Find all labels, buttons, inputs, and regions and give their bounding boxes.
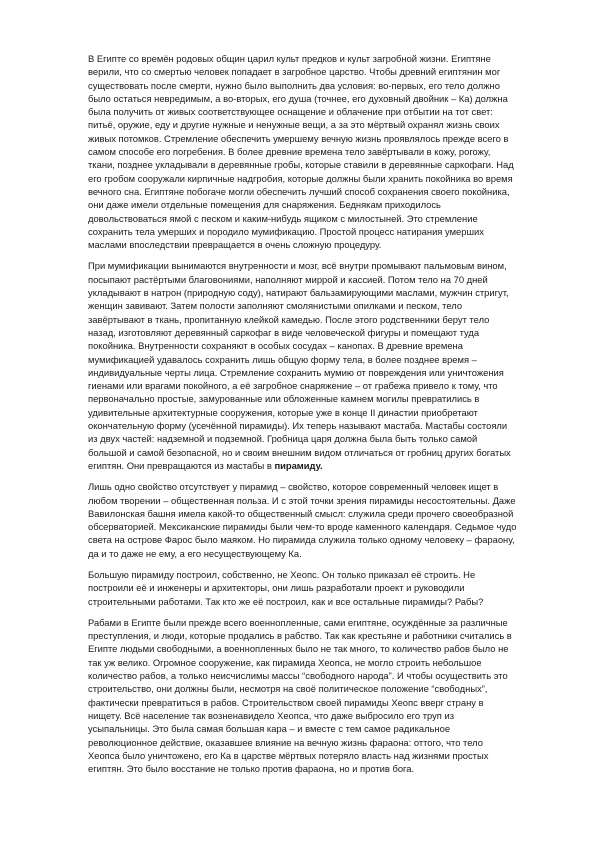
paragraph-text: Большую пирамиду построил, собственно, не Хеопс. Он только приказал её строить. Не построили её и инженеры и архитекторы, они лишь разработали проект и руководили строительными работами. Так кто же её построил, как и все остальные пирамиды? Рабы? xyxy=(88,568,484,607)
bold-term-pyramid: пирамиду. xyxy=(274,459,323,471)
document-page xyxy=(88,52,517,783)
paragraph-text: При мумификации вынимаются внутренности и мозг, всё внутри промывают пальмовым вином, посыпают растёртыми благовониями, наполняют миррой и кассией. Потом тело на 70 дней укладывают в натрон (природную соду), натирают бальзамирующими маслами, мужчин стригут, женщин завивают. Затем полости заполняют смолянистыми опилками и песком, тело завёртывают в ткань, пропитанную клейкой камедью. После этого родственники берут тело назад, изготовляют деревянный саркофаг в виде человеческой фигуры и помещают туда покойника. Внутренности сохраняют в особых сосудах – канопах. В древние времена мумификацией удавалось сохранить лишь общую форму тела, в более позднее время – индивидуальные черты лица. Стремление сохранить мумию от повреждения или уничтожения гиенами или врагами покойного, а её загробное снаряжение – от грабежа привело к тому, что первоначально простые, замурованные или обложенные камнем могилы превратились в удивительные архитектурные сооружения, которые уже в конце II династии приобретают окончательную форму (усечённой пирамиды). Их теперь называют мастаба. Мастабы состояли из двух частей: надземной и подземной. Гробница царя должна была быть только самой большой и самой безопасной, но и своим внешним видом отличаться от гробниц других богатых египтян. Они превращаются из мастабы в xyxy=(88,260,511,471)
paragraph-mummification xyxy=(88,259,517,472)
paragraph-cult-of-afterlife xyxy=(88,52,517,251)
paragraph-public-benefit xyxy=(88,480,517,560)
paragraph-who-built xyxy=(88,568,517,608)
paragraph-text: В Египте со времён родовых общин царил культ предков и культ загробной жизни. Египтяне верили, что со смертью человек попадает в загробное царство. Чтобы древний египтянин мог существовать после смерти, нужно было выполнить два условия: во-первых, его тело должно было остаться невредимым, а во-вторых, его душа (точнее, его духовный двойник – Ка) должна была получить от живых соответствующее оснащение и облачение при отбытии на тот свет: питьё, оружие, еду и другие нужные и ненужные вещи, а за это мёртвый охранял жизнь своих живых потомков. Стремление обеспечить умершему вечную жизнь проявлялось прежде всего в самом способе его погребения. В более древние времена тело завёртывали в кожу, рогожу, ткани, позднее укладывали в деревянные гробы, которые ставили в деревянные саркофаги. Над его гробом сооружали кирпичные надгробия, которые должны были хранить покойника во время вечного сна. Египтяне побогаче могли обеспечить лучший способ сохранения своего покойника, они даже имели отдельные помещения для снаряжения. Беднякам приходилось довольствоваться ямой с песком и каким-нибудь ящиком с милостыней. Это стремление сохранить тела умерших и породило мумификацию. Простой процесс натирания умерших маслами впоследствии превращается в очень сложную процедуру. xyxy=(88,53,514,251)
paragraph-text: Лишь одно свойство отсутствует у пирамид – свойство, которое современный человек ищет в любом творении – общественная польза. И с этой точки зрения пирамиды несостоятельны. Даже Вавилонская башня имела какой-то общественный смысл: служила среди прочего своеобразной обсерваторией. Мексиканские пирамиды были чем-то вроде каменного календаря. Седьмое чудо света на острове Фарос было маяком. Но пирамида служила только одному человеку – фараону, да и то даже не ему, а его несуществующему Ка. xyxy=(88,481,517,559)
paragraph-text: Рабами в Египте были прежде всего военнопленные, сами египтяне, осуждённые за различные преступления, и люди, которые продались в рабство. Так как крестьяне и работники считались в Египте людьми свободными, а военнопленных было не так много, то количество рабов было не так уж велико. Огромное сооружение, как пирамида Хеопса, не могло строить небольшое количество рабов, а только неисчислимы массы “свободного народа”. И чтобы осуществить это строительство, они должны были, несмотря на своё политическое положение “свободных”, фактически превратиться в рабов. Строительством своей пирамиды Хеопс вверг страну в нищету. Всё население так возненавидело Хеопса, что даже выбросило его труп из усыпальницы. Это была самая большая кара – и вместе с тем самое радикальное революционное действие, оказавшее влияние на вечную жизнь фараона: оттого, что тело Хеопса было уничтожено, его Ка в царстве мёртвых потеряло власть над жизнями простых египтян. Это было восстание не только против фараона, но и против бога. xyxy=(88,616,512,775)
paragraph-slaves xyxy=(88,616,517,776)
